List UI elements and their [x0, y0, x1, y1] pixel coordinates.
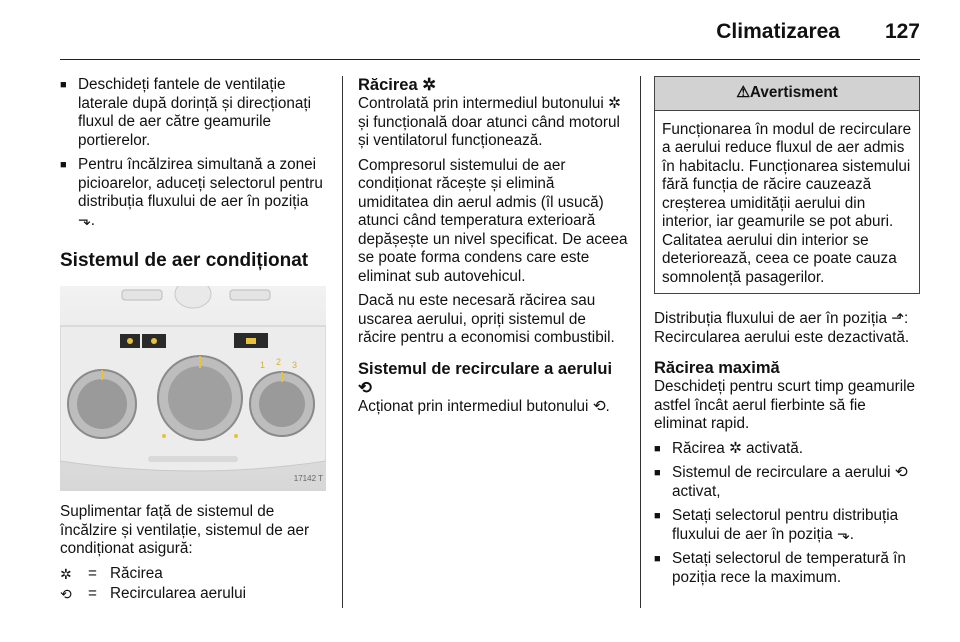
paragraph: Compresorul sistemului de aer condiționat răcește și elimină umiditatea din aerul admis (îl usucă) atunci când temperatura exterioară depășește un nivel specificat. De aceea se poate forma condens care este eliminat sub autovehicul.	[358, 156, 628, 285]
legend-row	[60, 565, 326, 584]
list-item: ■ Deschideți fantele de ventilație laterale după dorință și direcționați fluxul de aer către geamurile portierelor.	[60, 76, 326, 150]
legend-label: Răcirea	[110, 564, 163, 582]
image-reference-label: 17142 T	[293, 473, 323, 483]
svg-text:3: 3	[292, 360, 298, 370]
list-item: ■ Pentru încălzirea simultană a zonei picioarelor, aduceți selectorul pentru distribuția fluxului de aer în poziția ⬎.	[60, 156, 326, 230]
legend-row	[60, 585, 326, 604]
section-title: Sistemul de aer condiționat	[60, 250, 309, 271]
section-title: Sistemul de recirculare a aerului ⟲	[358, 359, 613, 397]
paragraph: Acționat prin intermediul butonului ⟲.	[358, 397, 610, 415]
list-item: ■ Setați selectorul pentru distribuția fluxului de aer în poziția ⬎.	[654, 507, 920, 544]
paragraph: Controlată prin intermediul butonului ✲ și funcțională doar atunci când motorul și ventilatorul funcționează.	[358, 95, 621, 149]
list-item: ■ Sistemul de recirculare a aerului ⟲ activat,	[654, 464, 920, 501]
column-right	[654, 76, 920, 593]
svg-text:1: 1	[260, 360, 266, 370]
section-title: Răcirea maximă	[654, 359, 780, 377]
list-item: ■ Răcirea ✲ activată.	[654, 440, 920, 459]
recirculation-icon: ⟲	[60, 586, 72, 602]
legend-equals: =	[88, 564, 97, 582]
legend-label: Recircularea aerului	[110, 585, 247, 602]
paragraph: Deschideți pentru scurt timp geamurile astfel încât aerul fierbinte să fie eliminat rapid.	[654, 378, 916, 432]
svg-text:2: 2	[276, 357, 282, 367]
column-middle	[358, 76, 628, 422]
legend-equals: =	[88, 585, 97, 602]
warning-box	[654, 76, 920, 294]
header-divider	[60, 59, 920, 60]
warning-text: Funcționarea în modul de recirculare a aerului reduce fluxul de aer admis în habitaclu. Funcționarea sistemului fără funcția de răcire cauzează creșterea umidității aerului din interior, iar geamurile se pot aburi. Calitatea aerului din interior se deteriorează, ceea ce poate cauza somnolență pasagerilor.	[662, 120, 912, 286]
warning-title: ⚠Avertisment	[655, 77, 919, 111]
climate-panel-illustration	[60, 286, 326, 491]
paragraph: Distribuția fluxului de aer în poziția ⬏: Recircularea aerului este dezactivată.	[654, 310, 910, 346]
column-left	[60, 76, 326, 606]
page-number: 127	[884, 20, 920, 43]
list-item: ■ Setați selectorul de temperatură în poziția rece la maximum.	[654, 550, 920, 587]
snowflake-icon: ✲	[60, 565, 72, 582]
climate-control-panel-photo	[60, 286, 326, 491]
column-divider	[342, 76, 343, 608]
column-divider	[640, 76, 641, 608]
page-header-title: Climatizarea	[716, 20, 840, 43]
intro-text: Suplimentar față de sistemul de încălzire și ventilație, sistemul de aer condiționat asigură:	[60, 503, 310, 557]
section-title: Răcirea ✲	[358, 76, 437, 94]
paragraph: Dacă nu este necesară răcirea sau uscarea aerului, opriți sistemul de răcire pentru a economisi combustibil.	[358, 292, 615, 346]
